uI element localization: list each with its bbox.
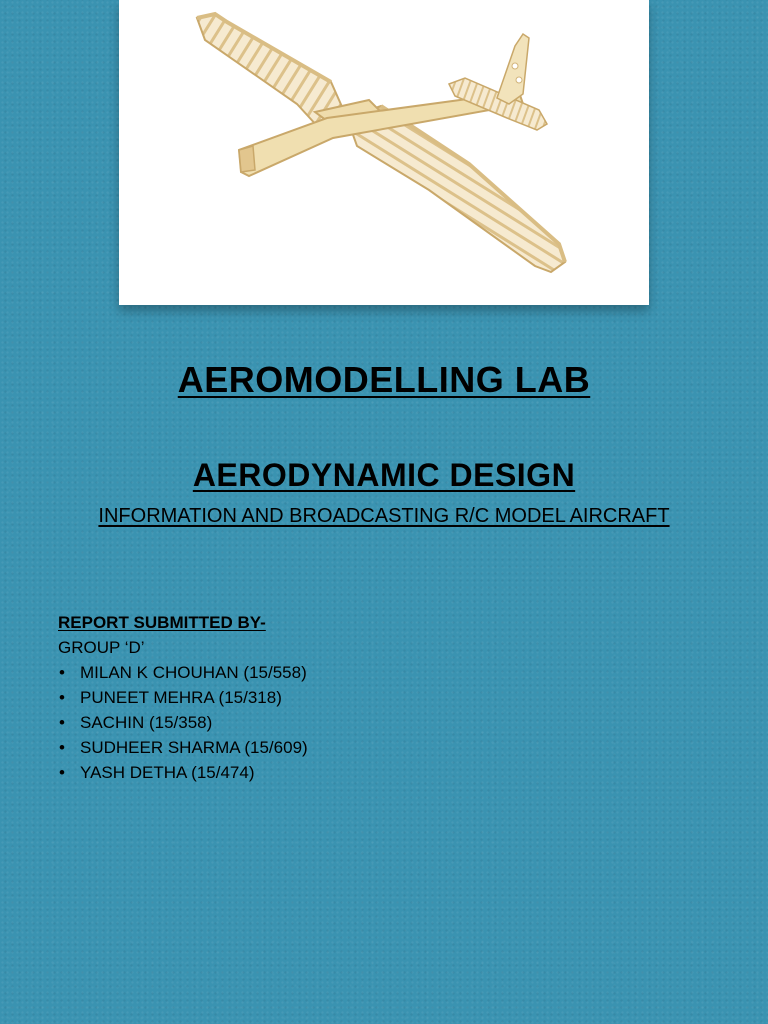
list-item: • MILAN K CHOUHAN (15/558) — [58, 660, 308, 685]
list-item: • YASH DETHA (15/474) — [58, 760, 308, 785]
list-item: • SACHIN (15/358) — [58, 710, 308, 735]
member-list — [58, 660, 308, 785]
report-section — [58, 610, 308, 785]
aircraft-photo-frame — [119, 0, 649, 305]
project-tagline: INFORMATION AND BROADCASTING R/C MODEL AIRCRAFT — [98, 505, 670, 527]
balsa-glider-icon — [119, 0, 649, 305]
list-item: • PUNEET MEHRA (15/318) — [58, 685, 308, 710]
page-subtitle: AERODYNAMIC DESIGN — [192, 457, 576, 493]
group-label: GROUP ‘D’ — [58, 638, 145, 657]
list-item: • SUDHEER SHARMA (15/609) — [58, 735, 308, 760]
report-heading: REPORT SUBMITTED BY- — [58, 613, 266, 632]
page-title: AEROMODELLING LAB — [177, 359, 591, 400]
